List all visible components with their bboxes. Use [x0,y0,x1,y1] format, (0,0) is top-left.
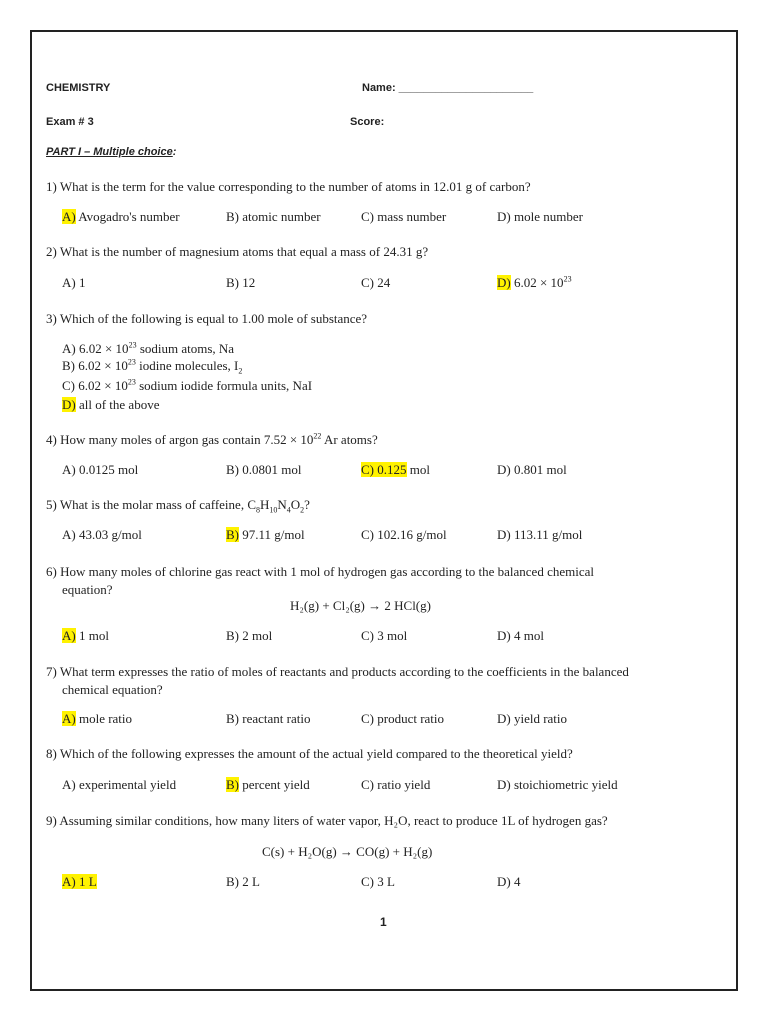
q9-option-a[interactable]: A) 1 L [62,874,97,889]
q1-option-c[interactable]: C) mass number [361,209,447,224]
q4-option-a[interactable]: A) 0.0125 mol [62,462,139,477]
q7-option-a[interactable]: A) mole ratio [62,711,133,726]
part-title: PART I – Multiple choice: [46,146,177,158]
exam-number: Exam # 3 [46,116,94,128]
question-9-equation: C(s) + H₂O(g) → CO(g) + H₂(g) [262,844,433,859]
name-field: Name: ______________________ [362,82,534,94]
question-6-continued: equation? [62,582,113,597]
q3-option-d[interactable]: D) all of the above [62,397,160,412]
q8-option-b[interactable]: B) percent yield [226,777,310,792]
q4-option-b[interactable]: B) 0.0801 mol [226,462,302,477]
q6-option-c[interactable]: C) 3 mol [361,628,408,643]
page-number: 1 [380,915,387,929]
q1-option-a[interactable]: A) Avogadro's number [62,209,180,224]
question-1: 1) What is the term for the value corresponding to the number of atoms in 12.01 g of carbon? [46,179,531,194]
question-4: 4) How many moles of argon gas contain $7.52 \times 10^{22}$ Ar atoms? [46,431,378,447]
q5-option-c[interactable]: C) 102.16 g/mol [361,527,447,542]
q3-option-a[interactable]: A) $6.02 \times 10^{23}$ sodium atoms, Na [62,340,235,356]
question-7-continued: chemical equation? [62,682,163,697]
q6-option-a[interactable]: A) 1 mol [62,628,109,643]
q1-option-d[interactable]: D) mole number [497,209,583,224]
q5-option-d[interactable]: D) 113.11 g/mol [497,527,583,542]
question-3: 3) Which of the following is equal to 1.00 mole of substance? [46,311,368,326]
question-5: 5) What is the molar mass of caffeine, $C_8H_{10}N_4O_2$? [46,497,310,515]
q6-option-d[interactable]: D) 4 mol [497,628,544,643]
question-7: 7) What term expresses the ratio of moles of reactants and products according to the coefficients in the balanced [46,664,629,679]
q2-option-b[interactable]: B) 12 [226,275,256,290]
q7-option-b[interactable]: B) reactant ratio [226,711,311,726]
subject-heading: CHEMISTRY [46,82,111,94]
score-field: Score: [350,116,385,128]
q6-option-b[interactable]: B) 2 mol [226,628,273,643]
q4-option-d[interactable]: D) 0.801 mol [497,462,567,477]
question-8: 8) Which of the following expresses the amount of the actual yield compared to the theoretical yield? [46,746,573,761]
question-2: 2) What is the number of magnesium atoms that equal a mass of 24.31 g? [46,244,429,259]
q5-option-b[interactable]: B) 97.11 g/mol [226,527,305,542]
question-6-equation: H₂(g) + Cl₂(g) → 2 HCl(g) [290,598,431,613]
q9-option-c[interactable]: C) 3 L [361,874,395,889]
q3-option-b[interactable]: B) $6.02 \times 10^{23}$ iodine molecules, $I_2$ [62,357,243,376]
q9-option-b[interactable]: B) 2 L [226,874,260,889]
q2-option-c[interactable]: C) 24 [361,275,391,290]
q9-option-d[interactable]: D) 4 [497,874,521,889]
question-6: 6) How many moles of chlorine gas react with 1 mol of hydrogen gas according to the balanced chemical [46,564,594,579]
q2-option-a[interactable]: A) 1 [62,275,86,290]
question-9: 9) Assuming similar conditions, how many liters of water vapor, H₂O, react to produce 1L of hydrogen gas? [46,813,608,828]
q8-option-c[interactable]: C) ratio yield [361,777,431,792]
q1-option-b[interactable]: B) atomic number [226,209,321,224]
q8-option-d[interactable]: D) stoichiometric yield [497,777,618,792]
q2-option-d[interactable]: D) $6.02 \times 10^{23}$ [497,274,572,290]
q7-option-d[interactable]: D) yield ratio [497,711,568,726]
q8-option-a[interactable]: A) experimental yield [62,777,177,792]
q3-option-c[interactable]: C) $6.02 \times 10^{23}$ sodium iodide formula units, NaI [62,377,313,393]
q5-option-a[interactable]: A) 43.03 g/mol [62,527,142,542]
q4-option-c[interactable]: C) 0.125 mol [361,462,430,477]
q7-option-c[interactable]: C) product ratio [361,711,445,726]
